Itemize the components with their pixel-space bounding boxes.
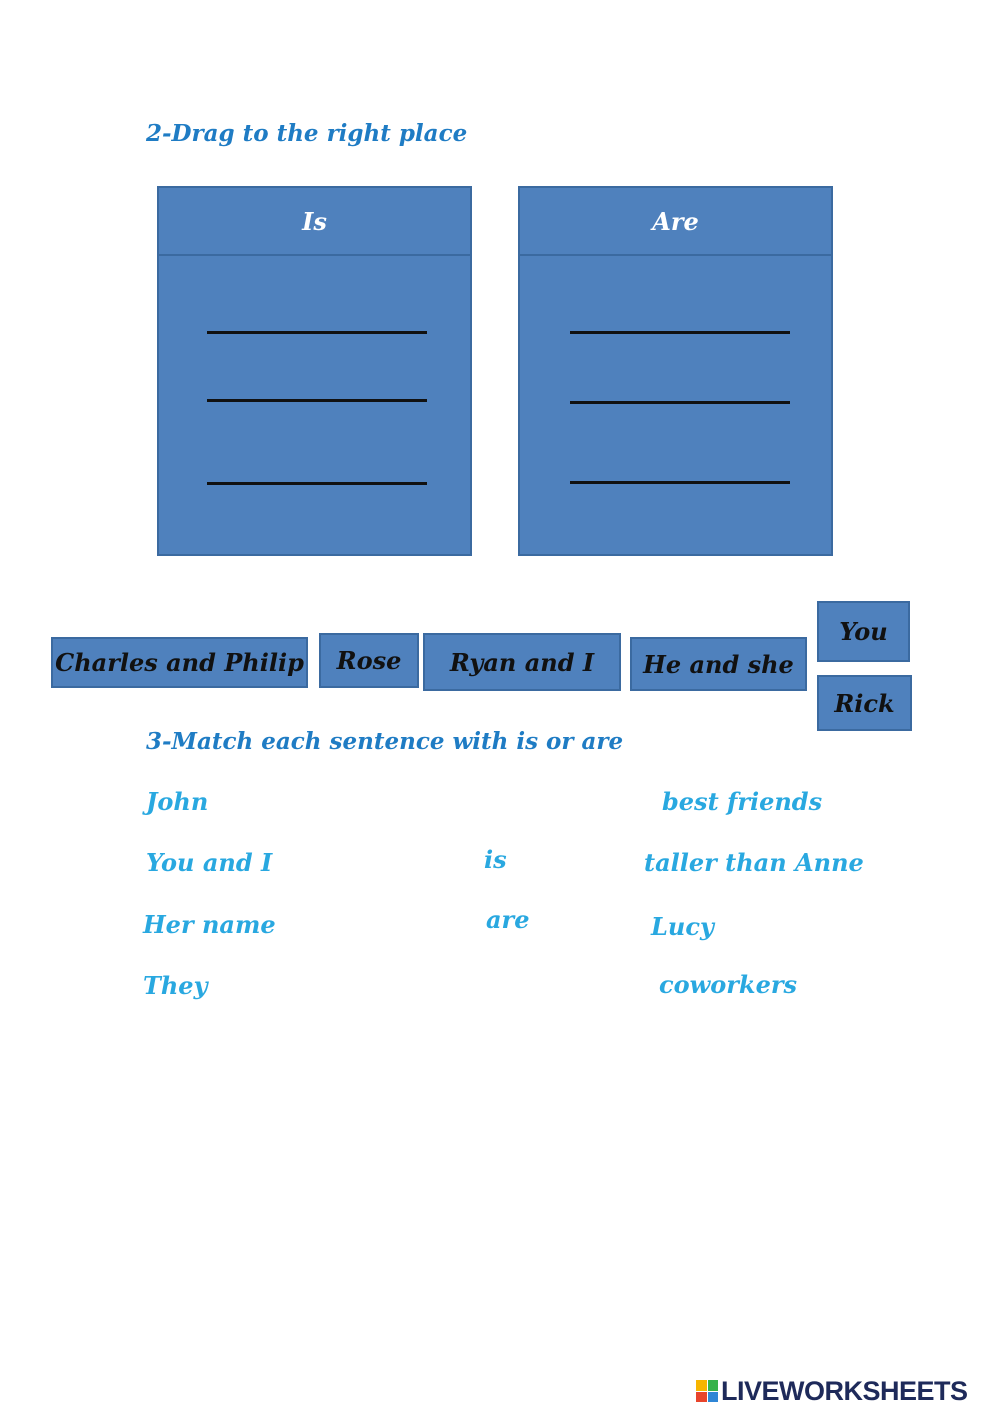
draggable-chip[interactable]: Rose: [319, 633, 419, 688]
draggable-chip[interactable]: He and she: [630, 637, 807, 691]
draggable-chip[interactable]: You: [817, 601, 910, 662]
section-3-title: 3-Match each sentence with is or are: [146, 728, 624, 755]
logo-blocks-icon: [696, 1380, 718, 1402]
match-complement[interactable]: best friends: [662, 787, 823, 816]
blank-line[interactable]: [570, 331, 790, 334]
liveworksheets-logo: [696, 1374, 968, 1408]
match-subject[interactable]: They: [143, 971, 208, 1000]
match-complement[interactable]: Lucy: [651, 912, 714, 941]
draggable-chip[interactable]: Rick: [817, 675, 912, 731]
blank-line[interactable]: [207, 331, 427, 334]
blank-line[interactable]: [570, 401, 790, 404]
section-2-title: 2-Drag to the right place: [146, 120, 468, 147]
match-verb[interactable]: are: [486, 905, 530, 934]
logo-text: LIVEWORKSHEETS: [721, 1375, 968, 1406]
draggable-chip[interactable]: Charles and Philip: [51, 637, 308, 688]
match-subject[interactable]: You and I: [146, 848, 273, 877]
drop-zone-are[interactable]: [518, 186, 833, 556]
draggable-chip[interactable]: Ryan and I: [423, 633, 621, 691]
match-complement[interactable]: coworkers: [659, 970, 797, 999]
match-complement[interactable]: taller than Anne: [644, 848, 864, 877]
drop-zone-are-header: Are: [520, 188, 831, 256]
match-subject[interactable]: Her name: [143, 910, 276, 939]
drop-zone-is[interactable]: [157, 186, 472, 556]
match-subject[interactable]: John: [146, 787, 209, 816]
blank-line[interactable]: [207, 482, 427, 485]
drop-zone-is-header: Is: [159, 188, 470, 256]
blank-line[interactable]: [207, 399, 427, 402]
blank-line[interactable]: [570, 481, 790, 484]
match-verb[interactable]: is: [484, 845, 507, 874]
